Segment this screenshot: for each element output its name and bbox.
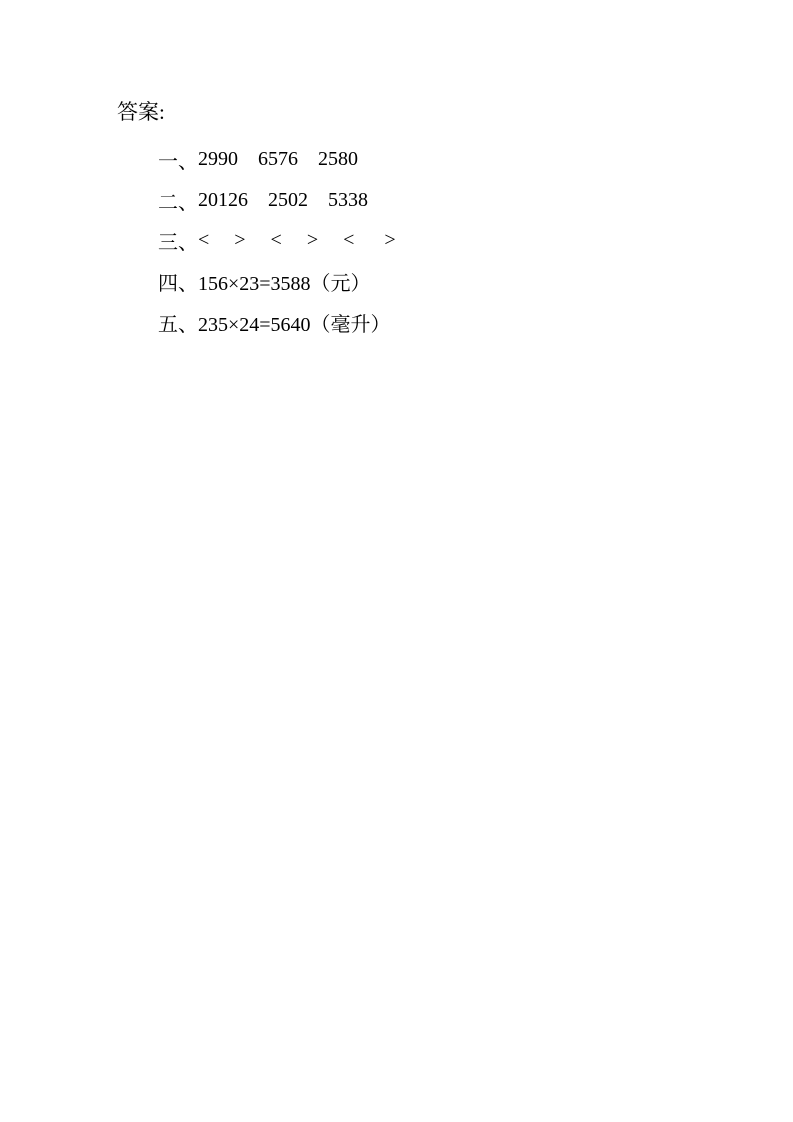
answer-content-4: 156×23=3588（元）	[198, 273, 371, 296]
answer-content-2: 20126 2502 5338	[198, 188, 368, 211]
answer-line-1	[158, 139, 396, 180]
answer-label-5: 五、	[158, 313, 198, 336]
answer-line-2	[158, 180, 396, 221]
answer-content-3: < > < > < >	[198, 229, 396, 252]
answer-label-3: 三、	[158, 232, 198, 255]
answer-label-2: 二、	[158, 191, 198, 214]
answer-content-5: 235×24=5640（毫升）	[198, 313, 391, 336]
answers-list	[158, 139, 396, 343]
answer-line-4	[158, 261, 396, 302]
answer-line-3	[158, 221, 396, 262]
answer-line-5	[158, 302, 396, 343]
answers-heading: 答案:	[117, 100, 165, 124]
answer-label-1: 一、	[158, 150, 198, 173]
answer-label-4: 四、	[158, 273, 198, 296]
answer-content-1: 2990 6576 2580	[198, 147, 358, 170]
